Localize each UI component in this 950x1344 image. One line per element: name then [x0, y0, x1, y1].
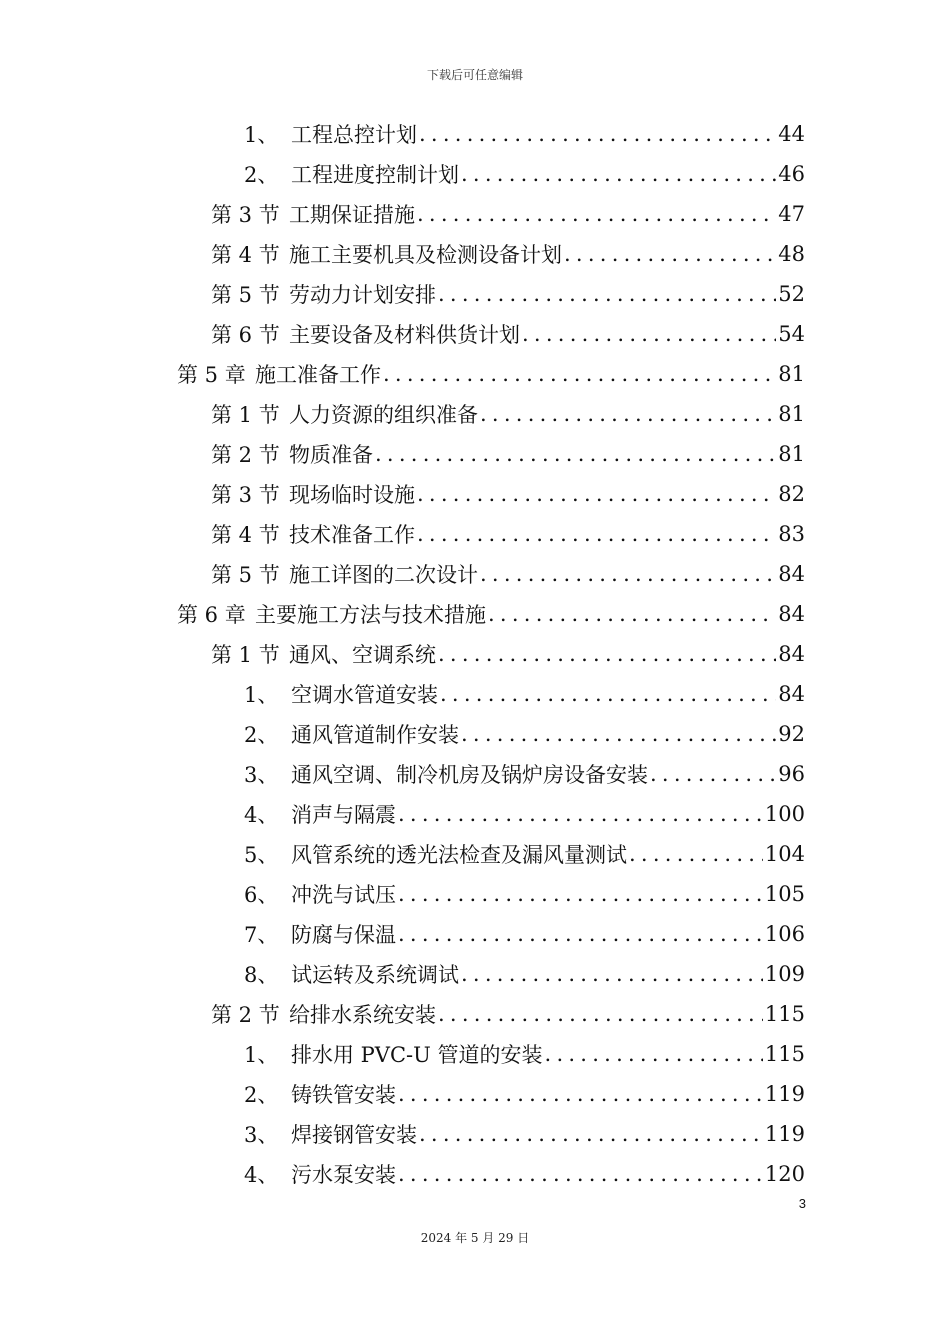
toc-entry-title: 通风管道制作安装 — [291, 723, 459, 747]
toc-entry-number: 1、 — [244, 683, 279, 707]
toc-entry[interactable] — [211, 394, 805, 434]
toc-entry-title: 劳动力计划安排 — [289, 283, 436, 307]
toc-entry-page: 84 — [778, 682, 805, 706]
toc-entry[interactable] — [244, 914, 805, 954]
page-number: 3 — [798, 1196, 806, 1211]
toc-entry-title: 通风空调、制冷机房及锅炉房设备安装 — [291, 763, 648, 787]
toc-entry-page: 48 — [778, 242, 805, 266]
toc-entry-page: 81 — [778, 442, 805, 466]
toc-leader-dots — [488, 602, 776, 626]
toc-leader-dots — [417, 522, 776, 546]
toc-entry[interactable] — [244, 1154, 805, 1194]
toc-entry[interactable] — [211, 554, 805, 594]
toc-entry-title: 施工准备工作 — [255, 363, 381, 387]
toc-leader-dots — [398, 1162, 763, 1186]
toc-entry-number: 第 3 节 — [211, 203, 280, 227]
toc-entry[interactable] — [244, 1034, 805, 1074]
toc-entry-page: 46 — [778, 162, 805, 186]
toc-entry-number: 第 4 节 — [211, 523, 280, 547]
toc-entry[interactable] — [244, 114, 805, 154]
toc-entry[interactable] — [177, 594, 805, 634]
toc-leader-dots — [398, 1082, 763, 1106]
toc-entry-title: 空调水管道安装 — [291, 683, 438, 707]
page-footer-date: 2024 年 5 月 29 日 — [420, 1231, 530, 1245]
toc-leader-dots — [461, 722, 776, 746]
toc-entry[interactable] — [211, 434, 805, 474]
toc-entry-title: 防腐与保温 — [291, 923, 396, 947]
toc-entry-title: 铸铁管安装 — [291, 1083, 396, 1107]
toc-entry-number: 第 4 节 — [211, 243, 280, 267]
toc-entry-page: 54 — [778, 322, 805, 346]
toc-entry-page: 100 — [764, 802, 805, 826]
toc-entry-title: 消声与隔震 — [291, 803, 396, 827]
toc-entry[interactable] — [211, 274, 805, 314]
toc-entry-page: 84 — [778, 602, 805, 626]
toc-entry[interactable] — [244, 1114, 805, 1154]
toc-entry-page: 84 — [778, 562, 805, 586]
toc-entry-page: 52 — [778, 282, 805, 306]
toc-entry-title: 物质准备 — [289, 443, 373, 467]
toc-leader-dots — [417, 482, 776, 506]
toc-entry-page: 115 — [764, 1002, 805, 1026]
toc-entry-number: 6、 — [244, 883, 279, 907]
toc-entry[interactable] — [244, 834, 805, 874]
toc-entry-title: 主要施工方法与技术措施 — [255, 603, 486, 627]
toc-entry-number: 4、 — [244, 1163, 279, 1187]
toc-leader-dots — [375, 442, 776, 466]
toc-entry-number: 3、 — [244, 763, 279, 787]
toc-entry-page: 83 — [778, 522, 805, 546]
toc-entry-title: 通风、空调系统 — [289, 643, 436, 667]
toc-leader-dots — [461, 162, 776, 186]
toc-entry-number: 7、 — [244, 923, 279, 947]
toc-entry-title: 排水用 PVC-U 管道的安装 — [291, 1043, 543, 1067]
toc-entry[interactable] — [211, 634, 805, 674]
toc-entry[interactable] — [244, 1074, 805, 1114]
toc-entry-title: 试运转及系统调试 — [291, 963, 459, 987]
toc-entry[interactable] — [244, 794, 805, 834]
toc-entry[interactable] — [211, 474, 805, 514]
toc-entry[interactable] — [177, 354, 805, 394]
toc-entry-number: 1、 — [244, 1043, 279, 1067]
toc-leader-dots — [419, 122, 776, 146]
toc-entry-number: 第 5 节 — [211, 563, 280, 587]
toc-entry[interactable] — [211, 234, 805, 274]
toc-entry-title: 工期保证措施 — [289, 203, 415, 227]
toc-entry-title: 施工详图的二次设计 — [289, 563, 478, 587]
toc-entry[interactable] — [244, 674, 805, 714]
toc-leader-dots — [461, 962, 763, 986]
toc-entry-number: 3、 — [244, 1123, 279, 1147]
toc-leader-dots — [419, 1122, 763, 1146]
toc-entry-number: 2、 — [244, 1083, 279, 1107]
toc-entry-page: 115 — [764, 1042, 805, 1066]
toc-entry-number: 2、 — [244, 163, 279, 187]
toc-entry-number: 第 2 节 — [211, 1003, 280, 1027]
toc-entry-number: 第 5 章 — [177, 363, 246, 387]
toc-entry-title: 污水泵安装 — [291, 1163, 396, 1187]
toc-leader-dots — [383, 362, 776, 386]
toc-entry[interactable] — [244, 954, 805, 994]
toc-leader-dots — [417, 202, 776, 226]
toc-entry-number: 第 6 章 — [177, 603, 246, 627]
toc-leader-dots — [480, 402, 776, 426]
toc-entry-page: 106 — [764, 922, 805, 946]
toc-leader-dots — [438, 282, 776, 306]
toc-leader-dots — [438, 1002, 763, 1026]
toc-entry-title: 冲洗与试压 — [291, 883, 396, 907]
toc-leader-dots — [440, 682, 776, 706]
toc-leader-dots — [398, 922, 763, 946]
toc-entry-number: 第 3 节 — [211, 483, 280, 507]
toc-entry-page: 44 — [778, 122, 805, 146]
toc-entry[interactable] — [211, 314, 805, 354]
toc-entry-number: 8、 — [244, 963, 279, 987]
toc-entry-number: 第 1 节 — [211, 643, 280, 667]
toc-entry-title: 工程进度控制计划 — [291, 163, 459, 187]
toc-leader-dots — [650, 762, 776, 786]
toc-entry[interactable] — [244, 754, 805, 794]
toc-entry[interactable] — [211, 514, 805, 554]
toc-entry-title: 工程总控计划 — [291, 123, 417, 147]
toc-leader-dots — [564, 242, 776, 266]
toc-entry-page: 47 — [778, 202, 805, 226]
toc-leader-dots — [398, 882, 763, 906]
toc-leader-dots — [398, 802, 763, 826]
toc-entry[interactable] — [244, 874, 805, 914]
toc-entry-page: 104 — [764, 842, 805, 866]
toc-entry[interactable] — [211, 994, 805, 1034]
toc-entry-page: 84 — [778, 642, 805, 666]
toc-entry-title: 技术准备工作 — [289, 523, 415, 547]
toc-leader-dots — [522, 322, 776, 346]
toc-entry-page: 119 — [764, 1082, 805, 1106]
toc-leader-dots — [438, 642, 776, 666]
toc-entry-number: 4、 — [244, 803, 279, 827]
toc-entry-number: 2、 — [244, 723, 279, 747]
toc-entry-number: 1、 — [244, 123, 279, 147]
toc-entry-page: 120 — [764, 1162, 805, 1186]
toc-entry-page: 109 — [764, 962, 805, 986]
toc-leader-dots — [629, 842, 763, 866]
toc-entry-title: 焊接钢管安装 — [291, 1123, 417, 1147]
toc-entry-title: 现场临时设施 — [289, 483, 415, 507]
toc-entry-number: 第 1 节 — [211, 403, 280, 427]
toc-entry-title: 主要设备及材料供货计划 — [289, 323, 520, 347]
toc-entry-page: 96 — [778, 762, 805, 786]
page-header: 下载后可任意编辑 — [426, 68, 523, 82]
toc-entry-page: 92 — [778, 722, 805, 746]
toc-leader-dots — [545, 1042, 763, 1066]
toc-entry-number: 第 5 节 — [211, 283, 280, 307]
toc-entry-page: 105 — [764, 882, 805, 906]
toc-entry-page: 82 — [778, 482, 805, 506]
toc-entry-page: 119 — [764, 1122, 805, 1146]
toc-entry-number: 第 2 节 — [211, 443, 280, 467]
toc-entry-title: 施工主要机具及检测设备计划 — [289, 243, 562, 267]
toc-entry[interactable] — [244, 714, 805, 754]
toc-entry-page: 81 — [778, 362, 805, 386]
toc-entry-page: 81 — [778, 402, 805, 426]
toc-entry-number: 第 6 节 — [211, 323, 280, 347]
toc-entry-title: 人力资源的组织准备 — [289, 403, 478, 427]
toc-entry-title: 风管系统的透光法检查及漏风量测试 — [291, 843, 627, 867]
toc-leader-dots — [480, 562, 776, 586]
toc-entry-title: 给排水系统安装 — [289, 1003, 436, 1027]
toc-entry[interactable] — [244, 154, 805, 194]
toc-entry-number: 5、 — [244, 843, 279, 867]
toc-entry[interactable] — [211, 194, 805, 234]
